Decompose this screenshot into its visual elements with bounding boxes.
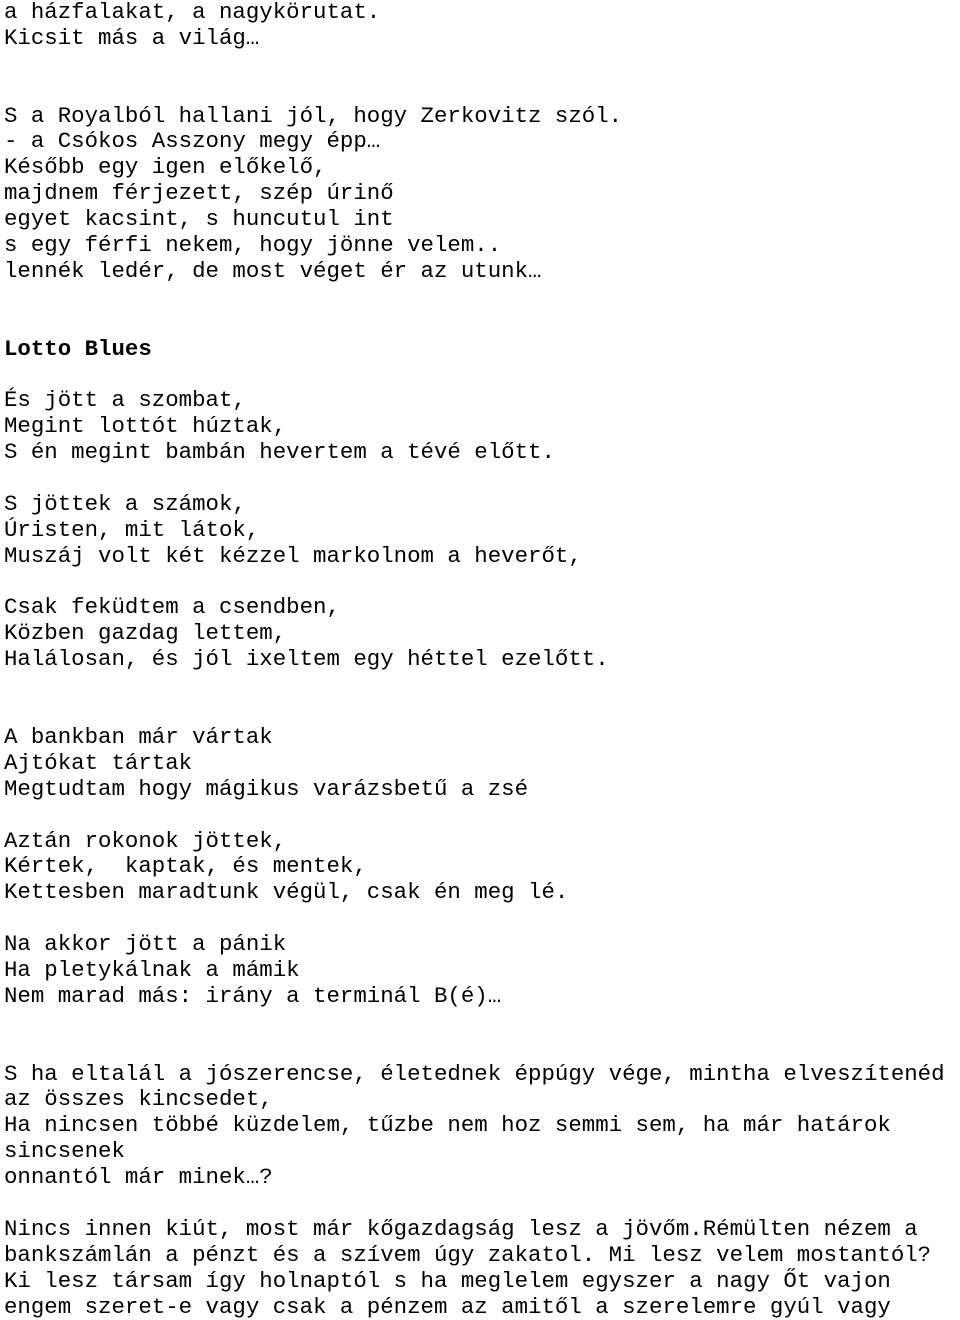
- text-line: engem szeret-e vagy csak a pénzem az amitől a szerelemre gyúl vagy: [4, 1293, 891, 1320]
- text-line: Kicsit más a világ…: [4, 24, 260, 51]
- text-line: Muszáj volt két kézzel markolnom a heverőt,: [4, 542, 582, 569]
- text-line: Megtudtam hogy mágikus varázsbetű a zsé: [4, 775, 529, 802]
- blank-line: [4, 803, 960, 829]
- blank-line: [4, 78, 960, 104]
- text-line: - a Csókos Asszony megy épp…: [4, 128, 381, 155]
- text-line: Ajtókat tártak: [4, 749, 193, 776]
- blank-line: [4, 466, 960, 492]
- text-line: majdnem férjezett, szép úrinő: [4, 180, 394, 207]
- text-line: sincsenek: [4, 1138, 125, 1165]
- document-page: [4, 0, 960, 1320]
- blank-line: [4, 906, 960, 932]
- text-line: Nincs innen kiút, most már kőgazdagság lesz a jövőm.Rémülten nézem a: [4, 1215, 918, 1242]
- blank-line: [4, 1036, 960, 1062]
- text-line: Ha pletykálnak a mámik: [4, 956, 300, 983]
- text-line: egyet kacsint, s huncutul int: [4, 206, 394, 233]
- text-line: S jöttek a számok,: [4, 490, 246, 517]
- blank-line: [4, 52, 960, 78]
- text-line: Na akkor jött a pánik: [4, 931, 287, 958]
- text-line: Kettesben maradtunk végül, csak én meg lé.: [4, 879, 569, 906]
- text-line: az összes kincsedet,: [4, 1086, 273, 1113]
- text-line: Ki lesz társam így holnaptól s ha meglelem egyszer a nagy Őt vajon: [4, 1267, 891, 1294]
- blank-line: [4, 1010, 960, 1036]
- text-line: Kértek, kaptak, és mentek,: [4, 853, 367, 880]
- blank-line: [4, 362, 960, 388]
- text-line: Úristen, mit látok,: [4, 516, 260, 543]
- text-line: Nem marad más: irány a terminál B(é)…: [4, 982, 502, 1009]
- blank-line: [4, 311, 960, 337]
- text-line: Csak feküdtem a csendben,: [4, 594, 340, 621]
- text-line: S a Royalból hallani jól, hogy Zerkovitz szól.: [4, 102, 623, 129]
- text-line: Aztán rokonok jöttek,: [4, 827, 287, 854]
- text-line: Közben gazdag lettem,: [4, 620, 287, 647]
- text-line: Megint lottót húztak,: [4, 413, 287, 440]
- text-line: A bankban már vártak: [4, 723, 273, 750]
- text-line: bankszámlán a pénzt és a szívem úgy zakatol. Mi lesz velem mostantól?: [4, 1241, 932, 1268]
- text-line: s egy férfi nekem, hogy jönne velem..: [4, 232, 502, 259]
- text-line: S én megint bambán hevertem a tévé előtt.: [4, 439, 555, 466]
- blank-line: [4, 699, 960, 725]
- blank-line: [4, 673, 960, 699]
- text-line: Ha nincsen többé küzdelem, tűzbe nem hoz semmi sem, ha már határok: [4, 1112, 891, 1139]
- text-line: S ha eltalál a jószerencse, életednek éppúgy vége, mintha elveszítenéd: [4, 1060, 945, 1087]
- text-line: onnantól már minek…?: [4, 1164, 273, 1191]
- text-line: lennék ledér, de most véget ér az utunk…: [4, 257, 542, 284]
- blank-line: [4, 570, 960, 596]
- text-line: És jött a szombat,: [4, 387, 246, 414]
- song-title: Lotto Blues: [4, 335, 152, 362]
- text-line: a házfalakat, a nagykörutat.: [4, 0, 381, 25]
- text-line: Később egy igen előkelő,: [4, 154, 327, 181]
- blank-line: [4, 285, 960, 311]
- text-line: Halálosan, és jól ixeltem egy héttel ezelőtt.: [4, 646, 609, 673]
- blank-line: [4, 1191, 960, 1217]
